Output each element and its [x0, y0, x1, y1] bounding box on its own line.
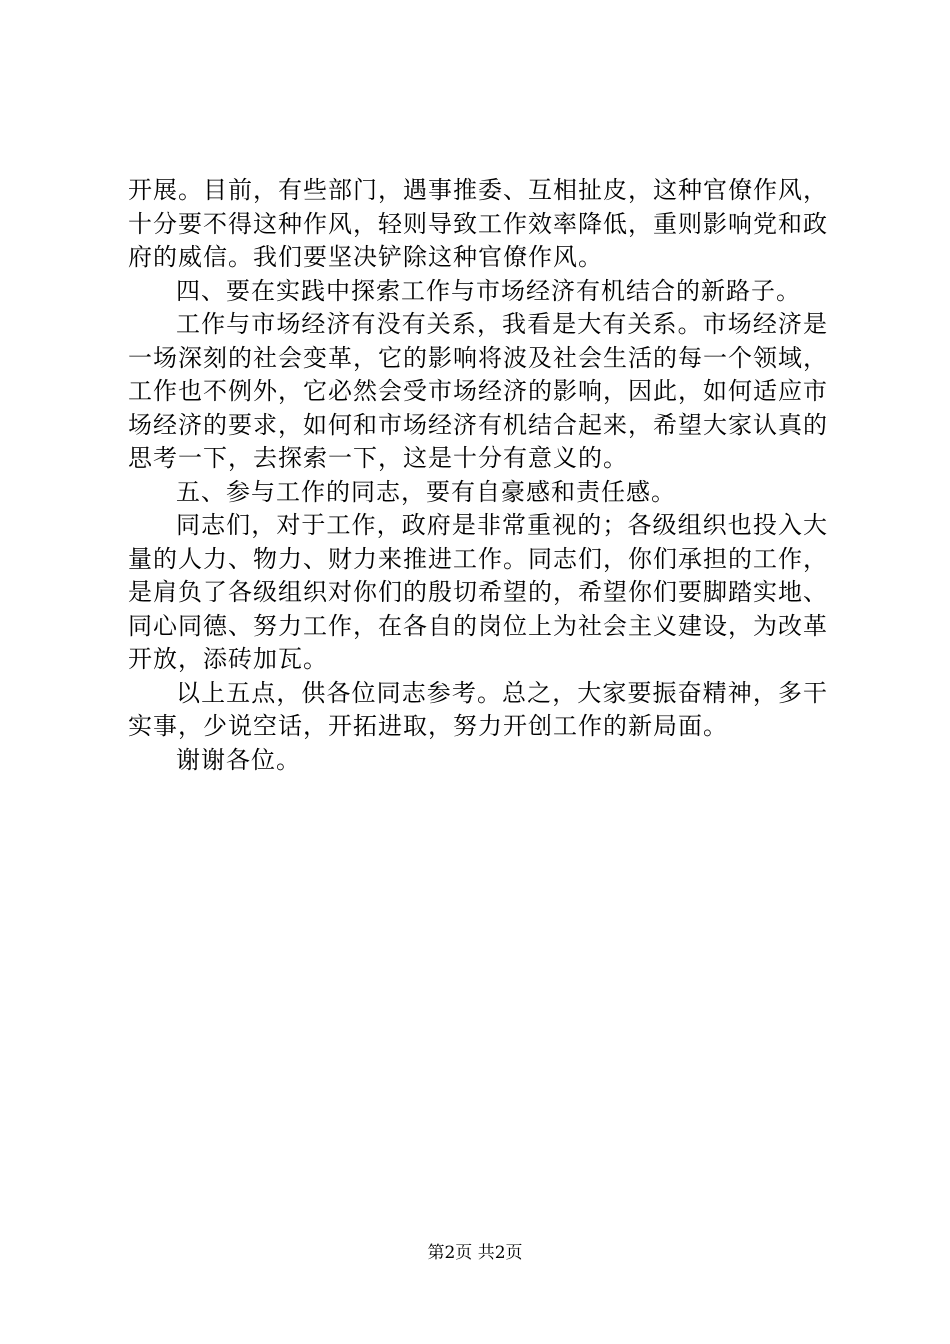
paragraph-comrades: 同志们，对于工作，政府是非常重视的；各级组织也投入大量的人力、物力、财力来推进工作。同志们，你们承担的工作，是肩负了各级组织对你们的殷切希望的，希望你们要脚踏实地、同心同德、努力工作，在各自的岗位上为社会主义建设，为改革开放，添砖加瓦。	[128, 511, 828, 673]
page-number-footer: 第2页 共2页	[427, 1243, 523, 1263]
document-body	[128, 174, 828, 777]
section-heading-five: 五、参与工作的同志，要有自豪感和责任感。	[176, 477, 676, 506]
paragraph-summary: 以上五点，供各位同志参考。总之，大家要振奋精神，多干实事，少说空话，开拓进取，努力开创工作的新局面。	[128, 678, 828, 740]
section-heading-four: 四、要在实践中探索工作与市场经济有机结合的新路子。	[176, 276, 801, 305]
paragraph-market-economy: 工作与市场经济有没有关系，我看是大有关系。市场经济是一场深刻的社会变革，它的影响将波及社会生活的每一个领域，工作也不例外，它必然会受市场经济的影响，因此，如何适应市场经济的要求，如何和市场经济有机结合起来，希望大家认真的思考一下，去探索一下，这是十分有意义的。	[128, 310, 828, 472]
paragraph-closing: 谢谢各位。	[176, 745, 301, 774]
paragraph-continuation: 开展。目前，有些部门，遇事推委、互相扯皮，这种官僚作风，十分要不得这种作风，轻则导致工作效率降低，重则影响党和政府的威信。我们要坚决铲除这种官僚作风。	[128, 176, 828, 271]
